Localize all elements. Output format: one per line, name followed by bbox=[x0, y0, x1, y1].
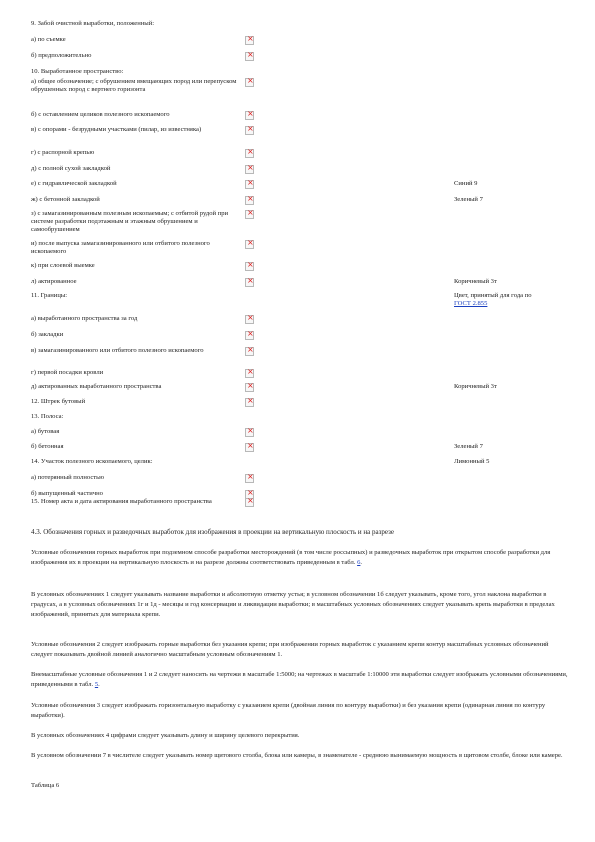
table-ref-link[interactable]: 5 bbox=[94, 681, 99, 688]
legend-row bbox=[0, 369, 595, 379]
paragraph-text: В условных обозначениях 1 следует указывать название выработки и абсолютную отметку устья; в условном обозначении 1б следует указывать, кроме того, угол наклона выработки в градусах, а в условных обозначениях 1г и 1д - месяцы и год консервации и ликвидации выработки; в масштабных условных обозначениях следует указывать крепь выработки в пределах изображений, принятых для материала крепи. bbox=[31, 591, 555, 618]
paragraph-punct: . bbox=[98, 681, 100, 688]
broken-image-icon bbox=[245, 210, 254, 219]
legend-row-note bbox=[454, 196, 584, 204]
legend-row bbox=[0, 180, 595, 190]
note-text: Лимонный 5 bbox=[454, 458, 490, 465]
legend-row-label: б) предположительно bbox=[31, 52, 92, 59]
legend-row bbox=[0, 52, 595, 62]
paragraph-text: 4.3. Обозначения горных и разведочных выработок для изображения в проекции на вертикальную плоскость и на разрезе bbox=[31, 528, 394, 536]
legend-row bbox=[0, 383, 595, 393]
legend-row-note bbox=[454, 443, 584, 451]
broken-image-icon bbox=[245, 383, 254, 392]
legend-row bbox=[0, 458, 595, 468]
broken-image-icon bbox=[245, 196, 254, 205]
legend-row bbox=[0, 315, 595, 325]
legend-row bbox=[0, 240, 595, 260]
body-paragraph bbox=[31, 751, 571, 761]
broken-image-icon bbox=[245, 398, 254, 407]
broken-image-icon bbox=[245, 331, 254, 340]
body-paragraph bbox=[31, 670, 571, 690]
legend-row bbox=[0, 126, 595, 146]
legend-row-label: б) выпущенный частично bbox=[31, 490, 103, 497]
broken-image-icon bbox=[245, 474, 254, 483]
legend-row bbox=[0, 78, 595, 108]
legend-row-label: г) первой посадки кровли bbox=[31, 369, 104, 376]
legend-row-note bbox=[454, 458, 584, 466]
broken-image-icon bbox=[245, 111, 254, 120]
broken-image-icon bbox=[245, 52, 254, 61]
legend-row-label: а) бутовая bbox=[31, 428, 60, 435]
table-caption bbox=[31, 781, 571, 791]
legend-row-label: а) потерянный полностью bbox=[31, 474, 105, 481]
legend-row-label: а) по съемке bbox=[31, 36, 66, 43]
legend-row-label: г) с распорной крепью bbox=[31, 149, 95, 156]
legend-row-label: 14. Участок полезного ископаемого, целик: bbox=[31, 458, 153, 465]
note-text: Зеленый 7 bbox=[454, 443, 483, 450]
legend-row-label: е) с гидравлической закладкой bbox=[31, 180, 117, 187]
paragraph-text: Внемасштабные условные обозначения 1 и 2 следует наносить на чертежи в масштабе 1:5000; на чертежах в масштабе 1:10000 эти выработки следует изображать условными обозначениями, приведенными в табл. bbox=[31, 671, 568, 688]
legend-row bbox=[0, 428, 595, 438]
legend-row-label: а) общее обозначение; с обрушением вмещающих пород или перепуском обрушенных пород с вертнего горизонта bbox=[31, 78, 237, 93]
legend-row-label: ж) с бетонной закладкой bbox=[31, 196, 100, 203]
broken-image-icon bbox=[245, 315, 254, 324]
legend-row-label: в) с опорами - безрудными участками (пилар, из известняка) bbox=[31, 126, 202, 133]
legend-row-label: 12. Штрек бутовый bbox=[31, 398, 86, 405]
legend-row bbox=[0, 165, 595, 175]
legend-row-label: 13. Полоса: bbox=[31, 413, 64, 420]
legend-row-label: к) при слоевой выемке bbox=[31, 262, 95, 269]
broken-image-icon bbox=[245, 428, 254, 437]
broken-image-icon bbox=[245, 78, 254, 87]
legend-row-note bbox=[454, 383, 584, 391]
legend-row bbox=[0, 36, 595, 46]
broken-image-icon bbox=[245, 36, 254, 45]
broken-image-icon bbox=[245, 498, 254, 507]
legend-row-label: б) закладки bbox=[31, 331, 64, 338]
note-text: Цвет, принятый для года по bbox=[454, 292, 532, 299]
legend-row bbox=[0, 347, 595, 367]
gost-link[interactable]: ГОСТ 2.855 bbox=[454, 300, 488, 307]
legend-row bbox=[0, 331, 595, 341]
broken-image-icon bbox=[245, 369, 254, 378]
legend-row bbox=[0, 443, 595, 453]
legend-row bbox=[0, 398, 595, 408]
legend-row bbox=[0, 196, 595, 206]
legend-row-label: д) актированных выработанного пространства bbox=[31, 383, 162, 390]
broken-image-icon bbox=[245, 240, 254, 249]
body-paragraph bbox=[31, 701, 571, 721]
section-heading bbox=[31, 527, 571, 537]
broken-image-icon bbox=[245, 262, 254, 271]
paragraph-punct: . bbox=[360, 559, 363, 566]
broken-image-icon bbox=[245, 149, 254, 158]
legend-row-note bbox=[454, 292, 584, 308]
paragraph-text: В условных обозначениях 4 цифрами следует указывать длину и ширину целевого перекрытия. bbox=[31, 732, 300, 739]
body-paragraph bbox=[31, 640, 571, 660]
legend-row bbox=[0, 68, 595, 78]
legend-row-label: 9. Забой очистной выработки, положенный: bbox=[31, 20, 155, 27]
legend-row-label: б) бетонная bbox=[31, 443, 64, 450]
body-paragraph bbox=[31, 590, 571, 620]
broken-image-icon bbox=[245, 165, 254, 174]
note-text: Коричневый 3т bbox=[454, 278, 497, 285]
table-ref-link[interactable]: 6 bbox=[357, 559, 361, 566]
legend-row-label: 11. Границы: bbox=[31, 292, 68, 299]
legend-row-label: в) замагазинированного или отбитого полезного ископаемого bbox=[31, 347, 204, 354]
legend-row bbox=[0, 210, 595, 238]
legend-row bbox=[0, 292, 595, 307]
legend-row bbox=[0, 498, 595, 518]
legend-row-label: а) выработанного пространства за год bbox=[31, 315, 138, 322]
body-paragraph bbox=[31, 548, 571, 568]
paragraph-text: Условные обозначения горных выработок при подземном способе разработки месторождений (в том числе россыпных) и разведочных выработок при открытом способе разработки для изображения их в проекции на вертикальную плоскость и на разрезе должны соответствовать приведенным в табл. bbox=[31, 549, 551, 566]
broken-image-icon bbox=[245, 180, 254, 189]
legend-row bbox=[0, 111, 595, 121]
broken-image-icon bbox=[245, 347, 254, 356]
legend-row bbox=[0, 262, 595, 272]
legend-row bbox=[0, 413, 595, 423]
legend-row-label: д) с полной сухой закладкой bbox=[31, 165, 111, 172]
body-paragraph bbox=[31, 731, 571, 741]
legend-row-label: 10. Выработанное пространство: bbox=[31, 68, 124, 75]
note-text: Коричневый 3т bbox=[454, 383, 497, 390]
broken-image-icon bbox=[245, 278, 254, 287]
legend-row bbox=[0, 149, 595, 159]
legend-row-label: з) с замагазинированным полезным ископаемым; с отбитой рудой при системе разработки подэтажным и этажным обрушением и самообрушением bbox=[31, 210, 229, 233]
paragraph-text: Условные обозначения 2 следует изображать горные выработки без указания крепи; при изображении горных выработок с указанием крепи контур масштабных условных обозначений следует показывать двойной линией аналогично масштабным условным обозначениям 1. bbox=[31, 641, 549, 658]
broken-image-icon bbox=[245, 126, 254, 135]
broken-image-icon bbox=[245, 443, 254, 452]
legend-row-label: 15. Номер акта и дата актирования выработанного пространства bbox=[31, 498, 212, 505]
legend-row-label: л) актированное bbox=[31, 278, 77, 285]
note-text: Зеленый 7 bbox=[454, 196, 483, 203]
legend-row bbox=[0, 20, 595, 30]
legend-row-note bbox=[454, 278, 584, 286]
legend-row-note bbox=[454, 180, 584, 188]
legend-row bbox=[0, 278, 595, 288]
paragraph-text: В условном обозначении 7 в числителе следует указывать номер щитового столба, блока или камеры, в знаменателе - среднюю вынимаемую мощность в щитовом столбе, блоке или камере. bbox=[31, 752, 563, 759]
legend-row-label: и) после выпуска замагазинированного или отбитого полезного ископаемого bbox=[31, 240, 210, 255]
note-text: Синий 9 bbox=[454, 180, 478, 187]
legend-row-label: б) с оставлением целиков полезного ископаемого bbox=[31, 111, 170, 118]
paragraph-text: Условные обозначения 3 следует изображать горизонтальную выработку с указанием крепи (двойная линия по контуру выработки) и без указания крепи (одинарная линия по контуру выработки). bbox=[31, 702, 546, 719]
paragraph-text: Таблица 6 bbox=[31, 782, 60, 789]
legend-row bbox=[0, 474, 595, 484]
